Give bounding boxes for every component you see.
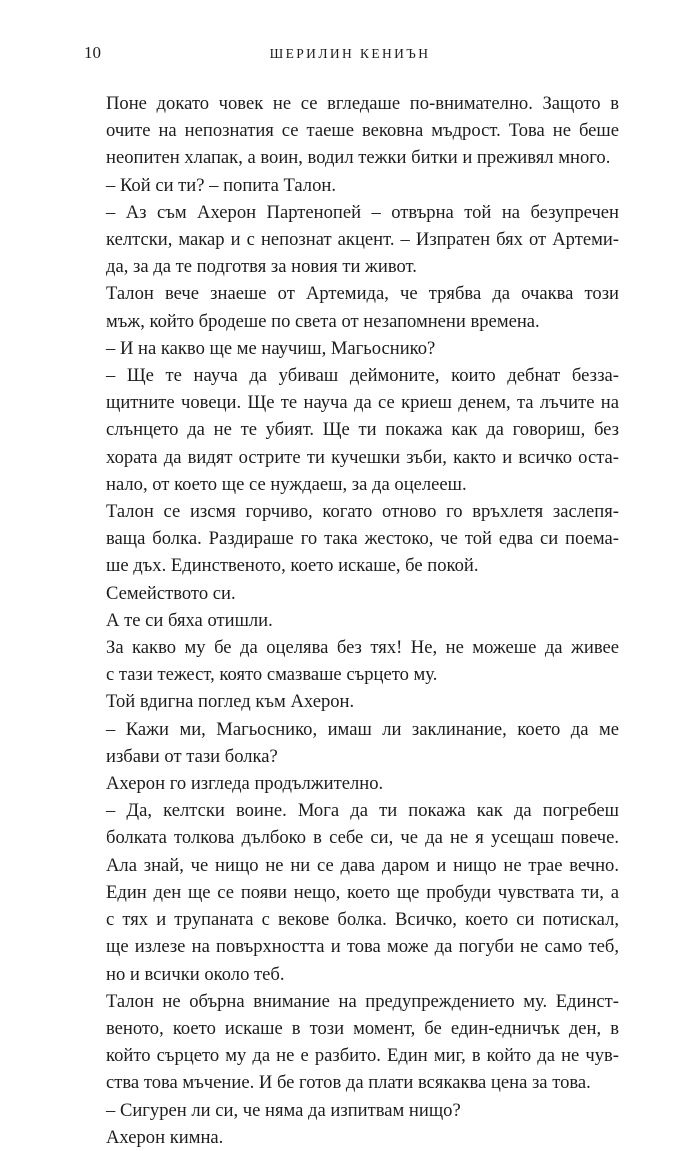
paragraph (84, 688, 619, 715)
paragraph (84, 1097, 619, 1124)
text-line: А те си бяха отишли. (106, 609, 273, 631)
text-line: който сърцето му да не е разбито. Един миг, в който да не чув- (106, 1045, 619, 1067)
paragraph (84, 797, 619, 987)
paragraph (84, 90, 619, 172)
paragraph (84, 362, 619, 498)
text-line: Един ден ще се появи нещо, което ще пробуди чувствата ти, а (106, 881, 619, 903)
paragraph (84, 199, 619, 281)
text-line: ще излезе на повърхността и това може да погуби не само теб, (106, 936, 619, 958)
text-line: болката толкова дълбоко в себе си, че да не я усещаш повече. (106, 827, 619, 849)
text-line: – Кой си ти? – попита Талон. (106, 174, 336, 196)
text-line: Ахерон го изгледа продължително. (106, 773, 384, 795)
text-line: неопитен хлапак, а воин, водил тежки битки и преживял много. (106, 147, 611, 169)
text-line: нало, от което ще се нуждаеш, за да оцелееш. (106, 473, 467, 495)
text-line: – Кажи ми, Магьоснико, имаш ли заклинание, което да ме (106, 718, 619, 740)
text-line: Семейството си. (106, 582, 236, 604)
text-line: ше дъх. Единственото, което искаше, бе покой. (106, 555, 479, 577)
text-line: – Ще те науча да убиваш деймоните, които дебнат безза- (106, 365, 619, 387)
text-line: мъж, който бродеше по света от незапомнени времена. (106, 310, 540, 332)
text-line: За какво му бе да оцелява без тях! Не, не можеше да живее (106, 637, 619, 659)
paragraph (84, 634, 619, 688)
paragraph (84, 172, 619, 199)
body-text (84, 90, 619, 1151)
text-line: но и всички около теб. (106, 963, 285, 985)
text-line: щитните човеци. Ще те науча да се криеш денем, та лъчите на (106, 392, 619, 414)
paragraph (84, 1124, 619, 1151)
text-line: ства това мъчение. И бе готов да плати всякаква цена за това. (106, 1072, 591, 1094)
text-line: Поне докато човек не се вгледаше по-внимателно. Защото в (106, 93, 619, 114)
paragraph (84, 607, 619, 634)
text-line: Той вдигна поглед към Ахерон. (106, 691, 355, 713)
paragraph (84, 988, 619, 1097)
text-line: Талон вече знаеше от Артемида, че трябва да очаква този (106, 283, 619, 305)
text-line: – И на какво ще ме научиш, Магьоснико? (106, 337, 436, 359)
text-line: Ахерон кимна. (106, 1126, 224, 1148)
text-line: – Сигурен ли си, че няма да изпитвам нищо? (106, 1099, 461, 1121)
text-line: избави от тази болка? (106, 745, 278, 767)
text-line: ваща болка. Раздираше го така жестоко, че той едва си поема- (106, 528, 619, 550)
text-line: Ала знай, че нищо не ни се дава даром и нищо не трае вечно. (106, 854, 619, 876)
paragraph (84, 770, 619, 797)
paragraph (84, 716, 619, 770)
text-line: – Аз съм Ахерон Партенопей – отвърна той на безупречен (106, 201, 619, 223)
text-line: с тях и трупаната с векове болка. Всичко, което си потискал, (106, 909, 619, 931)
paragraph (84, 498, 619, 580)
text-line: очите на непознатия се таеше вековна мъдрост. Това не беше (106, 120, 619, 142)
text-line: келтски, макар и с непознат акцент. – Изпратен бях от Артеми- (106, 229, 619, 251)
text-line: Талон се изсмя горчиво, когато отново го връхлетя заслепя- (106, 501, 619, 523)
text-line: с тази тежест, която смазваше сърцето му. (106, 664, 438, 686)
running-head: ШЕРИЛИН КЕНИЪН (269, 46, 431, 61)
paragraph (84, 580, 619, 607)
paragraph (84, 335, 619, 362)
text-line: да, за да те подготвя за новия ти живот. (106, 256, 417, 278)
text-line: хората да видят острите ти кучешки зъби, както и всичко оста- (106, 446, 619, 468)
text-line: – Да, келтски воине. Мога да ти покажа как да погребеш (106, 800, 619, 822)
text-line: Талон не обърна внимание на предупреждението му. Единст- (106, 990, 619, 1012)
text-line: слънцето да не те убият. Ще ти покажа как да говориш, без (106, 419, 619, 441)
paragraph (84, 280, 619, 334)
page-number: 10 (84, 43, 101, 62)
text-line: веното, което искаше в този момент, бе един-едничък ден, в (106, 1017, 619, 1039)
